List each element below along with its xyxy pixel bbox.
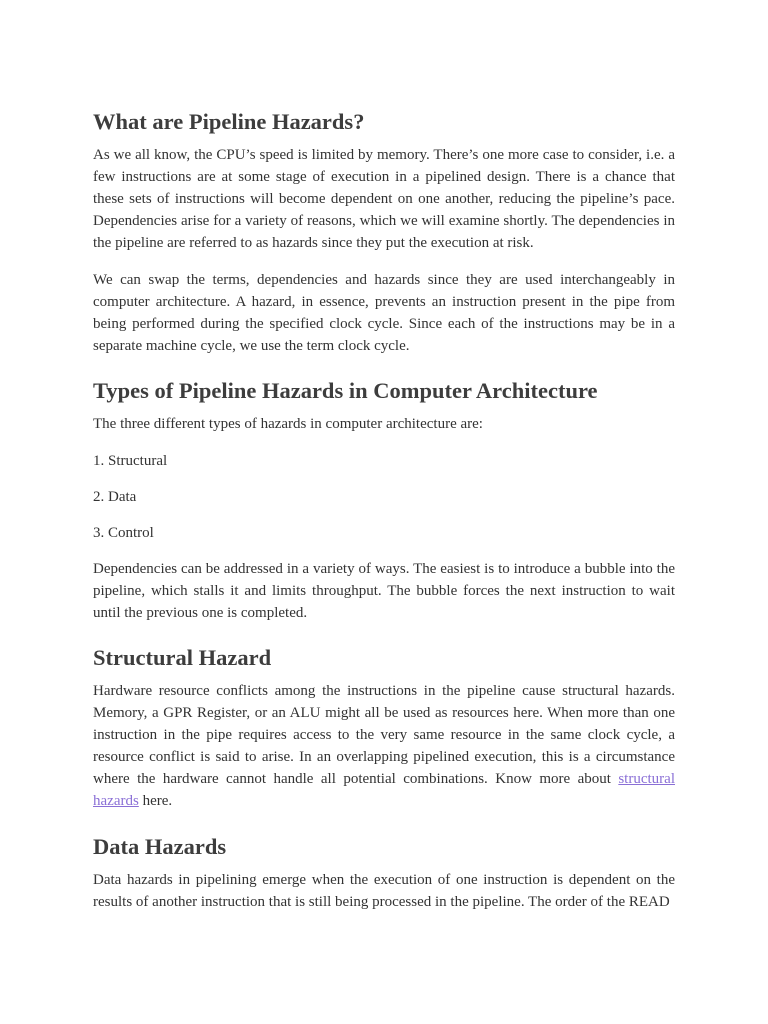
heading-data-hazards: Data Hazards bbox=[93, 833, 227, 859]
list-item-data: 2. Data bbox=[93, 488, 137, 505]
structural-paragraph bbox=[93, 680, 675, 812]
document-body bbox=[93, 108, 675, 927]
list-item-structural: 1. Structural bbox=[93, 452, 168, 469]
heading-types-of-hazards: Types of Pipeline Hazards in Computer Architecture bbox=[93, 378, 598, 403]
list-item-control: 3. Control bbox=[93, 524, 154, 541]
heading-pipeline-hazards: What are Pipeline Hazards? bbox=[93, 109, 365, 134]
types-intro-paragraph: The three different types of hazards in computer architecture are: bbox=[93, 416, 483, 432]
intro-paragraph-2: We can swap the terms, dependencies and hazards since they are used interchangeably in computer architecture. A hazard, in essence, prevents an instruction present in the pipe from being performed during the specified clock cycle. Since each of the instructions may be in a separate machine cycle, we use the term clock cycle. bbox=[93, 271, 675, 354]
structural-paragraph-text: Hardware resource conflicts among the instructions in the pipeline cause structural hazards. Memory, a GPR Register, or an ALU might all be used as resources here. When more than one instruction in the pipe requires access to the very same resource in the same clock cycle, a resource conflict is said to arise. In an overlapping pipelined execution, this is a circumstance where the hardware cannot handle all potential combinations. Know more about bbox=[93, 683, 675, 787]
heading-structural-hazard: Structural Hazard bbox=[93, 645, 272, 670]
types-dependencies-paragraph: Dependencies can be addressed in a variety of ways. The easiest is to introduce a bubble into the pipeline, which stalls it and limits throughput. The bubble forces the next instruction to wait until the previous one is completed. bbox=[93, 560, 675, 621]
structural-hazards-link[interactable]: structural hazards bbox=[93, 771, 675, 809]
intro-paragraph-1: As we all know, the CPU’s speed is limited by memory. There’s one more case to consider, i.e. a few instructions are at some stage of execution in a pipelined design. There is a chance that these sets of instructions will become dependent on one another, reducing the pipeline’s pace. Dependencies arise for a variety of reasons, which we will examine shortly. The dependencies in the pipeline are referred to as hazards since they put the execution at risk. bbox=[93, 147, 675, 251]
data-hazards-paragraph: Data hazards in pipelining emerge when the execution of one instruction is dependent on the results of another instruction that is still being processed in the pipeline. The order of the READ bbox=[93, 871, 675, 910]
structural-paragraph-end: here. bbox=[138, 793, 173, 809]
